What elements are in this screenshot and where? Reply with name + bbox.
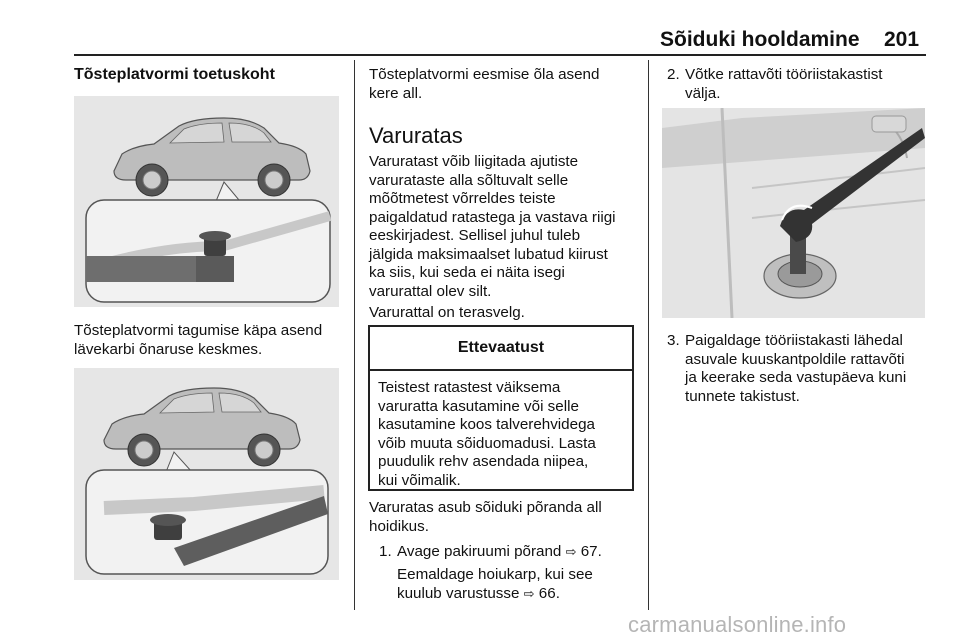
step-sub-line [397,585,647,605]
col2-para1 [369,153,641,301]
step-text [685,66,883,103]
para-line: eeskirjadest. Sellisel juhul tuleb [369,227,581,244]
page-ref-arrow-icon: ⇨ [565,545,577,560]
caution-line: varuratta kasutamine või selle [378,397,579,415]
watermark: carmanualsonline.info [628,612,847,637]
para-line: varurataste alla sõltuvalt selle [369,171,569,189]
para-line: Varuratast võib liigitada ajutiste [369,153,579,170]
section-heading-spare-wheel: Varuratas [369,123,463,148]
caution-line: puudulik rehv asendada niipea, [378,453,589,470]
header-rule [74,54,926,56]
step-sub-text: kuulub varustusse [397,584,520,602]
page-number: 201 [884,28,920,51]
column-divider-2 [648,60,649,610]
col2-para3 [369,499,641,536]
step-line: tunnete takistust. [685,387,800,405]
col2-intro [369,66,641,103]
para-line: paigaldatud ratastega ja vastava riigi [369,208,616,226]
caution-body [370,371,632,490]
col1-heading-wrap [74,66,344,85]
step-sub-line: Eemaldage hoiukarp, kui see [397,566,593,583]
figure-rear-lift-point-drawing [74,96,339,307]
caution-title: Ettevaatust [370,327,632,371]
figure-front-lift-point [74,368,339,580]
step-text [397,543,602,563]
figure-front-lift-point-drawing [74,368,339,580]
para-line: varurattal olev silt. [369,282,492,300]
page-ref-link[interactable]: 67. [580,543,602,560]
page-header-title: Sõiduki hooldamine [660,28,860,51]
step-line: Võtke rattavõti tööriistakastist [685,66,883,83]
intro-line: Tõsteplatvormi eesmise õla asend [369,66,600,83]
col2-spare-section [369,122,641,150]
col1-caption [74,322,346,359]
step-line: Paigaldage tööriistakasti lähedal [685,332,903,349]
step-number: 2. [667,66,680,83]
caution-line: kasutamine koos talverehvidega [378,416,595,433]
figure-rear-lift-point [74,96,339,307]
step-line: asuvale kuuskantpoldile rattavõti [685,350,905,368]
caution-line: võib muuta sõiduomadusi. Lasta [378,434,596,452]
step-number: 3. [667,332,680,349]
step-text [685,332,906,406]
caption-line: Tõsteplatvormi tagumise käpa asend [74,322,323,339]
caution-line: Teistest ratastest väiksema [378,379,561,396]
page-ref-arrow-icon: ⇨ [523,586,535,602]
section-heading-lift-points: Tõsteplatvormi toetuskoht [74,66,275,83]
para-line: Varuratas asub sõiduki põranda all [369,499,602,516]
step-1-sub [397,566,647,604]
column-divider-1 [354,60,355,610]
col2-para2 [369,304,641,323]
caution-box [368,325,634,491]
para-line: Varurattal on terasvelg. [369,304,525,321]
para-line: jälgida maksimaalset lubatud kiirust [369,245,608,263]
step-text-main: Avage pakiruumi põrand [397,543,562,560]
caption-line: lävekarbi õnaruse keskmes. [74,340,263,358]
step-number: 1. [379,543,392,560]
caution-line: kui võimalik. [378,471,461,489]
para-line: mõõtmetest võrreldes teiste [369,190,556,207]
para-line: ka siis, kui seda ei näita isegi [369,264,565,281]
figure-wheel-wrench [662,108,925,318]
page-ref-link[interactable]: 66. [538,584,560,602]
para-line: hoidikus. [369,517,429,535]
step-line: välja. [685,84,721,102]
intro-line: kere all. [369,84,423,102]
figure-wheel-wrench-drawing [662,108,925,318]
step-line: ja keerake seda vastupäeva kuni [685,369,907,386]
